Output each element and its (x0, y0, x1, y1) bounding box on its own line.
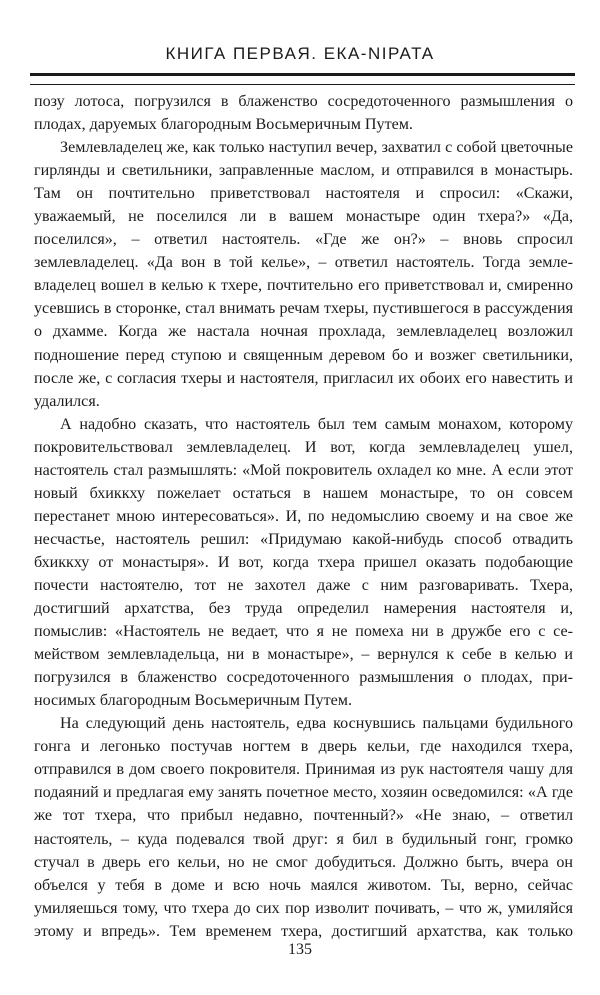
page-number: 135 (288, 941, 312, 958)
header-rule-thin (30, 84, 575, 85)
paragraph: А надобно сказать, что настоятель был тем самым монахом, которому покровительствовал землевладелец. И вот, когда землевладелец ушел, настоятель стал размышлять: «Мой покровитель охладел ко мне. А если этот новый бхиккху пожелает остаться в нашем монастыре, то он совсем перестанет мною интересоваться». И, по недомыслию своему и на свое же несчастье, настоятель решил: «Придумаю какой-нибудь способ отвадить бхиккху от монастыря». И вот, когда тхера пришел оказать подобающие почести настоятелю, тот не захотел даже с ним разговаривать. Тхера, достигший архатства, без труда определил намерения настоятеля и, помыслив: «Настоятель не ведает, что я не помеха ни в дружбе его с семейством землевладельца, ни в монастыре», – вернулся к себе в келью и погрузился в блаженство сосредоточенного размышления о плодах, приносимых благородным Восьмеричным Путем. (34, 415, 573, 710)
running-header: КНИГА ПЕРВАЯ. ЕКА-NIPATA (165, 44, 435, 63)
paragraph: На следующий день настоятель, едва коснувшись пальцами будильного гонга и легонько постучав ногтем в дверь кельи, где находился тхера, отправился в дом своего покровителя. Принимая из рук настоятеля чашу для подаяний и предлагая ему занять почетное место, хозяин осведомился: «А где же тот тхера, что прибыл недавно, почтенный?» «Не знаю, – ответил настоятель, – куда подевался твой друг: я бил в будильный гонг, громко стучал в дверь его кельи, но не смог добудиться. Должно быть, вчера он объелся у тебя в доме и всю ночь маялся животом. Ты, верно, сейчас умиляешься тому, что тхера до сих пор изволит почивать, – что ж, умиляйся этому и впредь». Тем временем тхера, достигший архатства, как только (34, 715, 573, 940)
paragraph-continuation: позу лотоса, погрузился в блаженство сосредоточенного размышления о плодах, даруемых благородным Восьмеричным Путем. (34, 93, 573, 134)
header-rule-thick (30, 73, 575, 76)
paragraph: Землевладелец же, как только наступил вечер, захватил с собой цветочные гирлянды и светильники, заправленные маслом, и отправился в монастырь. Там он почтительно приветствовал настоятеля и спросил: «Скажи, уважаемый, не поселился ли в вашем монастыре один тхера?» «Да, поселился», – ответил настоятель. «Где же он?» – вновь спросил землевладелец. «Да вон в той келье», – ответил настоятель. Тогда землевладелец вошел в келью к тхере, почтительно его приветствовал и, смиренно усевшись в сторонке, стал внимать речам тхеры, пустившегося в рассуждения о дхамме. Когда же настала ночная прохлада, землевладелец возложил подношение перед ступою и священным деревом бо и возжег светильники, после же, с согласия тхеры и настоятеля, пригласил их обоих его навестить и удалился. (34, 139, 573, 410)
body-text (34, 90, 573, 940)
